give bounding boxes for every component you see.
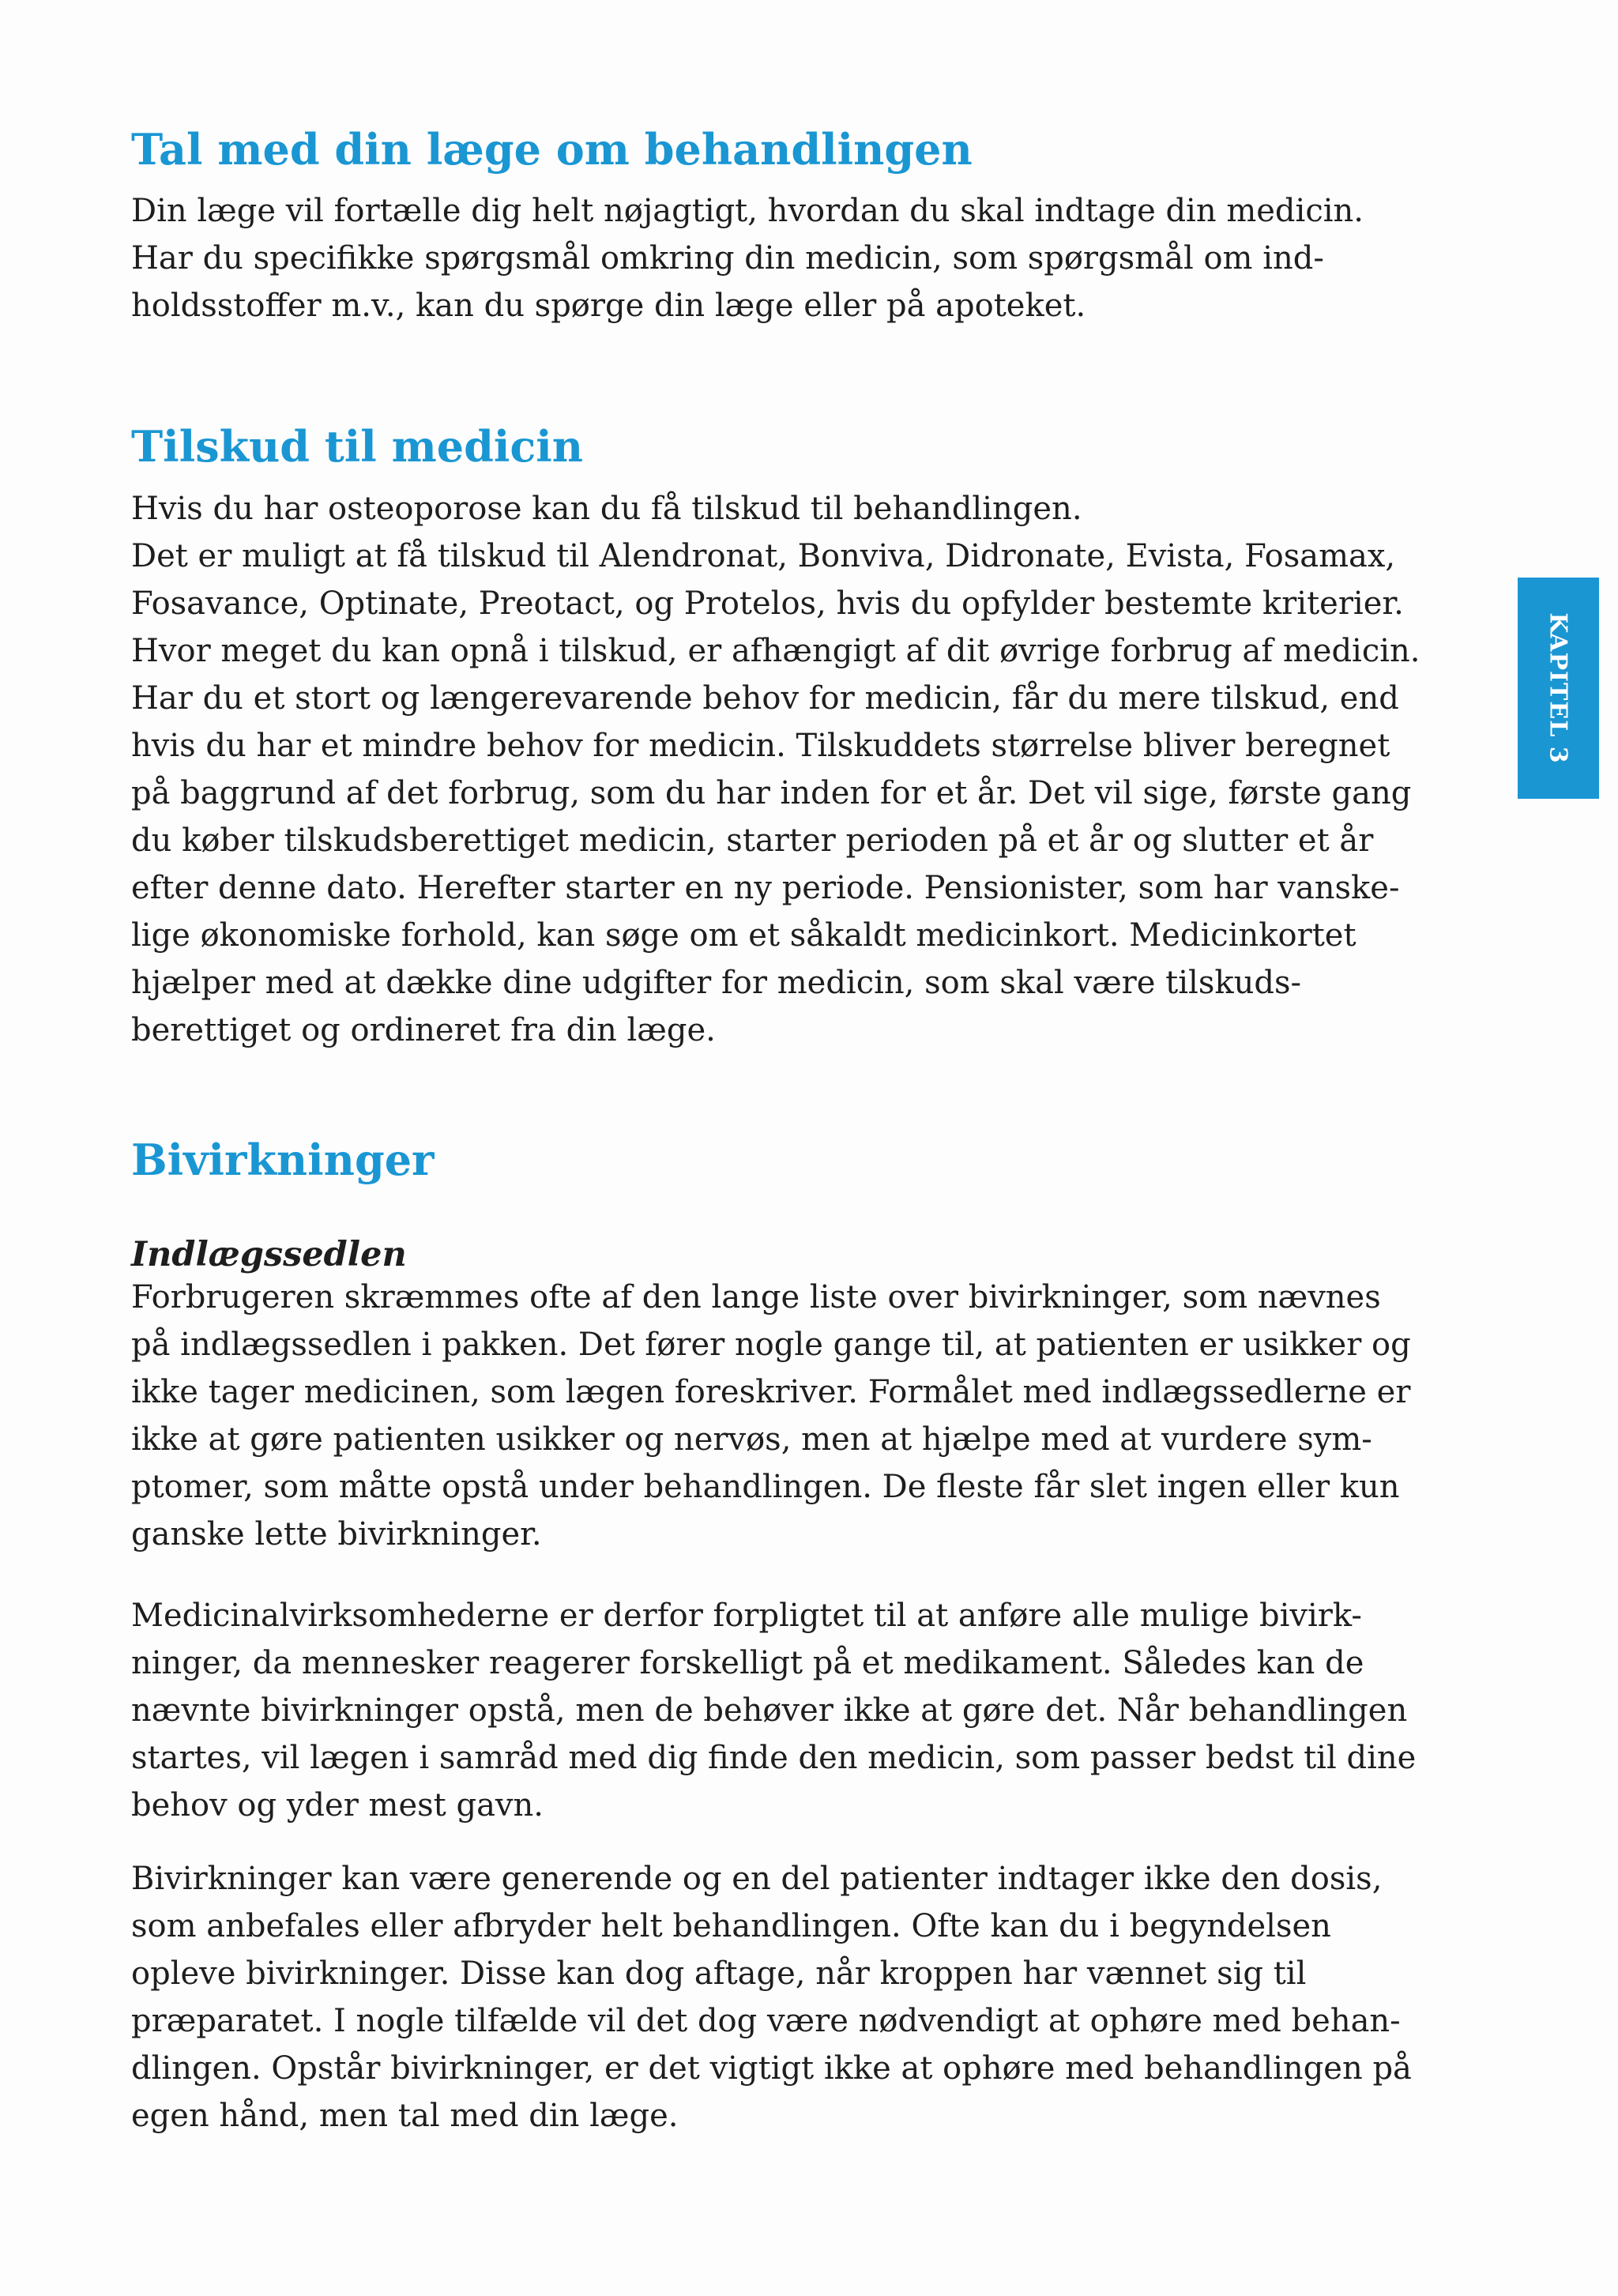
text-line: dlingen. Opstår bivirkninger, er det vigtigt ikke at ophøre med behandlingen på <box>131 2050 1412 2087</box>
text-line: holdsstoffer m.v., kan du spørge din læge eller på apoteket. <box>131 288 1086 324</box>
text-line: Det er muligt at få tilskud til Alendronat, Bonviva, Didronate, Evista, Fosamax, <box>131 538 1396 574</box>
subheading-leaflet: Indlægssedlen <box>131 1235 407 1274</box>
text-line: Medicinalvirksomhederne er derfor forpligtet til at anføre alle mulige bivirk- <box>131 1598 1362 1634</box>
text-line: som anbefales eller afbryder helt behandlingen. Ofte kan du i begyndelsen <box>131 1908 1331 1944</box>
paragraph-side-effects-2 <box>131 1592 1416 1829</box>
section-heading-treatment: Tal med din læge om behandlingen <box>131 124 973 175</box>
text-line: ninger, da mennesker reagerer forskelligt på et medikament. Således kan de <box>131 1645 1364 1681</box>
text-line: på indlægssedlen i pakken. Det fører nogle gange til, at patienten er usikker og <box>131 1327 1411 1363</box>
text-line: præparatet. I nogle tilfælde vil det dog være nødvendigt at ophøre med behan- <box>131 2003 1401 2039</box>
paragraph-treatment <box>131 187 1364 329</box>
text-line: Hvor meget du kan opnå i tilskud, er afhængigt af dit øvrige forbrug af medicin. <box>131 633 1420 669</box>
text-line: Har du specifikke spørgsmål omkring din medicin, som spørgsmål om ind- <box>131 240 1324 277</box>
text-line: du køber tilskudsberettiget medicin, starter perioden på et år og slutter et år <box>131 822 1374 859</box>
paragraph-subsidy <box>131 485 1420 1054</box>
chapter-tab-label: KAPITEL 3 <box>1544 612 1572 764</box>
text-line: Hvis du har osteoporose kan du få tilskud til behandlingen. <box>131 491 1082 527</box>
text-line: Har du et stort og længerevarende behov for medicin, får du mere tilskud, end <box>131 680 1399 717</box>
text-line: startes, vil lægen i samråd med dig finde den medicin, som passer bedst til dine <box>131 1740 1417 1776</box>
text-line: egen hånd, men tal med din læge. <box>131 2098 679 2134</box>
text-line: behov og yder mest gavn. <box>131 1787 544 1824</box>
section-heading-side-effects: Bivirkninger <box>131 1135 435 1185</box>
text-line: hjælper med at dække dine udgifter for medicin, som skal være tilskuds- <box>131 965 1302 1001</box>
paragraph-side-effects-3 <box>131 1855 1412 2140</box>
text-line: Bivirkninger kan være generende og en del patienter indtager ikke den dosis, <box>131 1861 1383 1897</box>
text-line: efter denne dato. Herefter starter en ny periode. Pensionister, som har vanske- <box>131 870 1400 906</box>
text-line: Din læge vil fortælle dig helt nøjagtigt, hvordan du skal indtage din medicin. <box>131 193 1364 229</box>
text-line: berettiget og ordineret fra din læge. <box>131 1012 716 1048</box>
text-line: Forbrugeren skræmmes ofte af den lange liste over bivirkninger, som nævnes <box>131 1279 1381 1315</box>
text-line: på baggrund af det forbrug, som du har inden for et år. Det vil sige, første gang <box>131 775 1412 811</box>
text-line: ganske lette bivirkninger. <box>131 1516 542 1553</box>
text-line: ptomer, som måtte opstå under behandlingen. De fleste får slet ingen eller kun <box>131 1469 1400 1505</box>
section-heading-subsidy: Tilskud til medicin <box>131 421 584 472</box>
text-line: nævnte bivirkninger opstå, men de behøver ikke at gøre det. Når behandlingen <box>131 1692 1408 1729</box>
paragraph-side-effects-1 <box>131 1274 1411 1558</box>
text-line: ikke at gøre patienten usikker og nervøs, men at hjælpe med at vurdere sym- <box>131 1421 1372 1458</box>
text-line: opleve bivirkninger. Disse kan dog aftage, når kroppen har vænnet sig til <box>131 1955 1307 1992</box>
text-line: Fosavance, Optinate, Preotact, og Protelos, hvis du opfylder bestemte kriterier. <box>131 585 1404 622</box>
text-line: hvis du har et mindre behov for medicin. Tilskuddets størrelse bliver beregnet <box>131 728 1390 764</box>
text-line: lige økonomiske forhold, kan søge om et såkaldt medicinkort. Medicinkortet <box>131 917 1356 954</box>
text-line: ikke tager medicinen, som lægen foreskriver. Formålet med indlægssedlerne er <box>131 1374 1411 1410</box>
chapter-tab <box>1518 578 1599 799</box>
